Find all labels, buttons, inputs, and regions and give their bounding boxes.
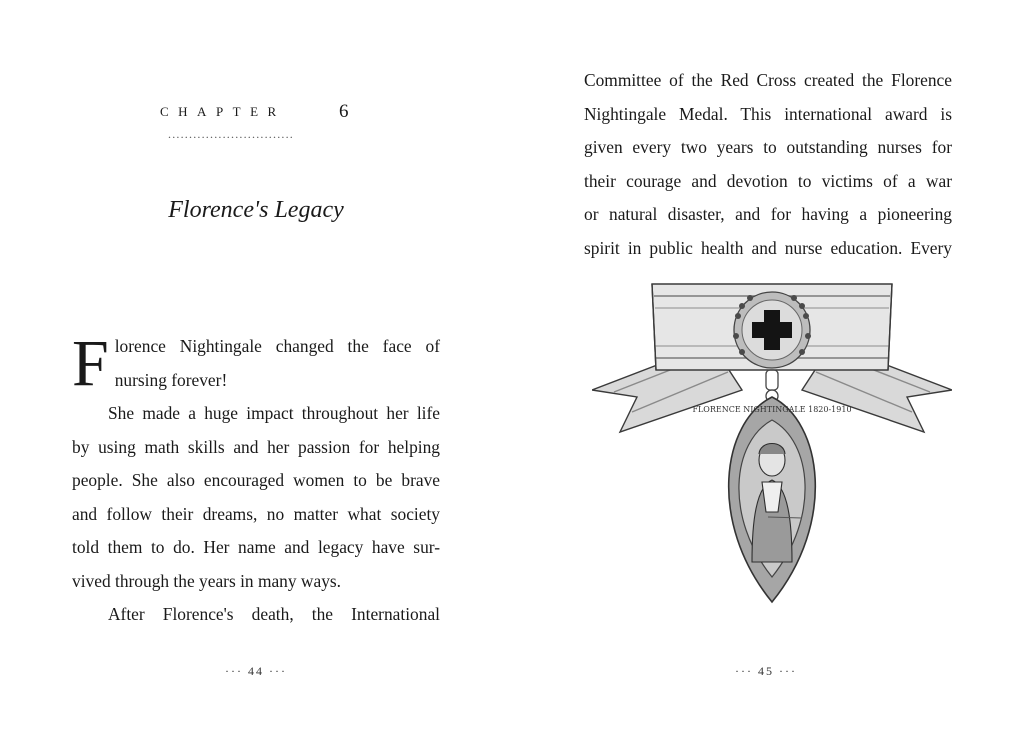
body-line: lorence Nightingale changed the face of <box>114 336 440 356</box>
left-body-text <box>72 327 440 632</box>
chapter-title-text: Florence's Legacy <box>168 197 344 223</box>
body-line: Nightingale Medal. This international award is <box>584 103 952 124</box>
body-line: spirit in public health and nurse education. Every <box>584 237 952 258</box>
body-line: Committee of the Red Cross created the Florence <box>584 70 952 90</box>
body-line: She made a huge impact throughout her life <box>108 403 440 423</box>
right-body-text <box>584 64 952 265</box>
body-line: given every two years to outstanding nurses for <box>584 137 952 157</box>
page-number-right: ··· 45 ··· <box>735 664 797 678</box>
laurel-wreath <box>733 292 811 368</box>
body-line: nursing forever! <box>114 369 228 390</box>
chapter-title <box>0 197 512 224</box>
body-line: or natural disaster, and for having a pioneering <box>584 204 952 224</box>
body-line: people. She also encouraged women to be brave <box>72 470 440 490</box>
chapter-divider: .............................. <box>168 127 294 141</box>
drop-cap: F <box>72 327 109 400</box>
body-line: and follow their dreams, no matter what society <box>72 503 440 524</box>
body-line: their courage and devotion to victims of a war <box>584 170 952 191</box>
medal-illustration <box>592 272 952 634</box>
body-line: by using math skills and her passion for helping <box>72 436 440 457</box>
chapter-number: 6 <box>339 101 349 122</box>
page-number-left: ··· 44 ··· <box>225 664 287 678</box>
medal-oval <box>692 397 851 602</box>
right-page <box>512 0 1024 734</box>
body-line: told them to do. Her name and legacy have sur- <box>72 537 440 557</box>
body-line: After Florence's death, the International <box>108 604 440 624</box>
body-line: vived through the years in many ways. <box>72 570 342 591</box>
medal-inscription: FLORENCE NIGHTINGALE 1820-1910 <box>692 405 852 414</box>
chapter-label: CHAPTER <box>160 104 286 119</box>
